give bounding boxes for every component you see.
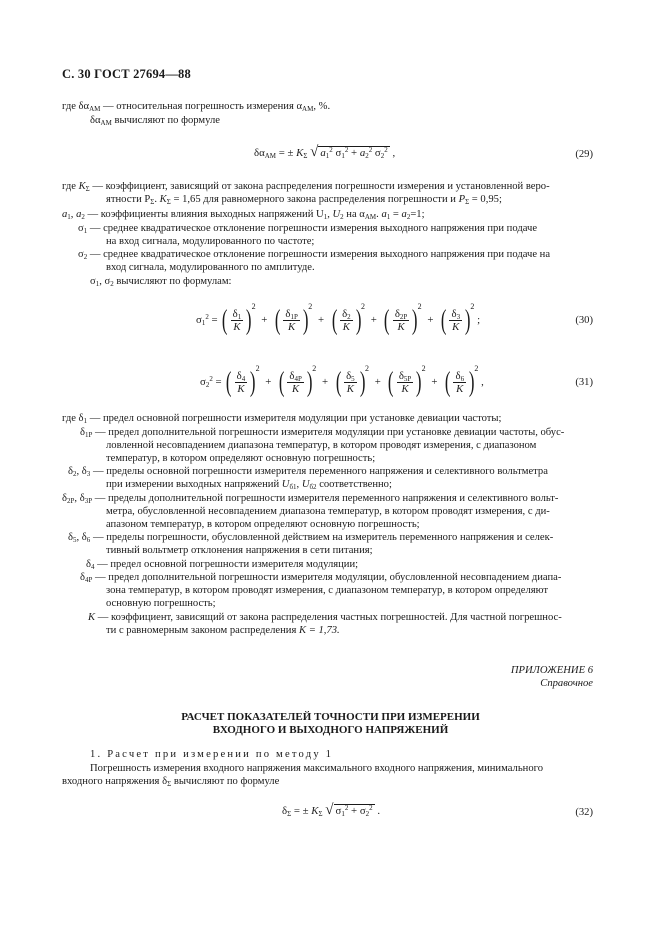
formula-30: $\sigma_1^2$ = ( $\frac{\delta_1}{K}$ )2 + ( $\frac{\delta_{1P}}{K}$ )2 + ( $\frac{\delta_2}{K}$ )2 + ( $\frac{\delta_{2P}}{K}$ )2 + ( $\frac{\delta_3}{K}$ )2 ; [196, 302, 481, 336]
section-title-line-1: РАСЧЕТ ПОКАЗАТЕЛЕЙ ТОЧНОСТИ ПРИ ИЗМЕРЕНИИ [181, 711, 480, 723]
def-delta2p-3p-cont-1: метра, обусловленной несовпадением диапазона температур, в котором проводят измерения, с ди- [106, 506, 550, 517]
def-delta2p-3p-cont-2: апазоном температур, в котором определяют основную погрешность; [106, 519, 420, 530]
def-sigma1: $\sigma_1$ — среднее квадратическое отклонение погрешности измерения выходного напряжения при подаче [78, 223, 538, 235]
def-delta5-6: $\delta_5$, $\delta_6$ — пределы погрешности, обусловленной действием на измеритель переменного напряжения и селек- [68, 532, 554, 544]
def-k-sigma-cont: ятности $P_\Sigma$. $K_\Sigma = 1,65$ для равномерного закона распределения погрешности и $P_\Sigma = 0,95$; [106, 194, 502, 206]
def-k-cont: ти с равномерным законом распределения K = 1,73. [106, 625, 340, 636]
def-delta4: $\delta_4$ — предел основной погрешности измерителя модуляции; [86, 559, 359, 571]
section-text-2: входного напряжения $\delta_\Sigma$ вычисляют по формуле [62, 776, 280, 788]
def-delta1p: $\delta_{1P}$ — предел дополнительной погрешности измерителя модуляции при установке девиации частоты, обус- [80, 427, 565, 439]
subsection-heading: 1. Расчет при измерении по методу 1 [90, 749, 334, 760]
formula-29: $\delta\alpha_{АМ}$ = ± $K_\Sigma$ √ $a_1^2$ $\sigma_1^2 + a_2^2$ $\sigma_2^2$ , [254, 144, 396, 160]
sigma-calc-line: $\sigma_1$, $\sigma_2$ вычисляют по формулам: [90, 276, 232, 288]
page-header: С. 30 ГОСТ 27694—88 [62, 67, 191, 81]
def-delta4p-cont-2: основную погрешность; [106, 598, 216, 609]
formula-30-number: (30) [575, 315, 593, 326]
section-text-1: Погрешность измерения входного напряжения максимального входного напряжения, минимального [90, 763, 543, 774]
def-delta2-3: $\delta_2$, $\delta_3$ — пределы основной погрешности измерителя переменного напряжения и селективного вольтметра [68, 466, 548, 478]
formula-29-number: (29) [575, 149, 593, 160]
def-sigma1-cont: на вход сигнала, модулированного по частоте; [106, 236, 315, 247]
formula-31: $\sigma_2^2$ = ( $\frac{\delta_4}{K}$ )2 + ( $\frac{\delta_{4P}}{K}$ )2 + ( $\frac{\delta_5}{K}$ )2 + ( $\frac{\delta_{5P}}{K}$ )2 + ( $\frac{\delta_6}{K}$ )2 , [200, 364, 484, 398]
intro-line-1: где $\delta\alpha_{АМ}$ — относительная погрешность измерения $\alpha_{АМ}$, %. [62, 101, 331, 113]
appendix-label: ПРИЛОЖЕНИЕ 6 [510, 665, 593, 676]
def-delta4p: $\delta_{4P}$ — предел дополнительной погрешности измерителя модуляции, обусловленной несовпадением диапа- [80, 572, 562, 584]
def-k-sigma: где $K_\Sigma$ — коэффициент, зависящий от закона распределения погрешности измерения и установленной веро- [62, 181, 550, 193]
def-delta2p-3p: $\delta_{2P}$, $\delta_{3P}$ — пределы дополнительной погрешности измерителя переменного напряжения и селективного вольт- [62, 493, 559, 505]
intro-line-2: $\delta\alpha_{АМ}$ вычисляют по формуле [90, 115, 220, 127]
def-delta2-3-cont: при измерении выходных напряжений $U_{б1}$, $U_{б2}$ соответственно; [106, 479, 392, 491]
def-k: K — коэффициент, зависящий от закона распределения частных погрешностей. Для частной погрешнос- [88, 612, 562, 623]
section-title-line-2: ВХОДНОГО И ВЫХОДНОГО НАПРЯЖЕНИЙ [212, 724, 449, 736]
def-sigma2-cont: вход сигнала, модулированного по амплитуде. [106, 262, 315, 273]
def-a1-a2: $a_1$, $a_2$ — коэффициенты влияния выходных напряжений $U_1$, $U_2$ на $\alpha_{АМ}$. $a_1 = a_2=1$; [62, 209, 425, 221]
def-delta1p-cont-1: ловленной несовпадением диапазона температур, в котором проводят измерения, с диапазоном [106, 440, 537, 451]
def-delta4p-cont-1: зона температур, в котором проводят измерения, с диапазоном температур, в котором определяют [106, 585, 549, 596]
formula-32: $\delta_\Sigma$ = ± $K_\Sigma$ √ $\sigma_1^2 + \sigma_2^2$ . [282, 802, 381, 818]
formula-31-number: (31) [575, 377, 593, 388]
appendix-type: Справочное [540, 678, 593, 689]
def-delta1: где $\delta_1$ — предел основной погрешности измерителя модуляции при установке девиации частоты; [62, 413, 502, 425]
def-sigma2: $\sigma_2$ — среднее квадратическое отклонение погрешности измерения выходного напряжения при подаче на [78, 249, 551, 261]
def-delta1p-cont-2: температур, в котором определяют основную погрешность; [106, 453, 376, 464]
formula-32-number: (32) [575, 807, 593, 818]
def-delta5-6-cont: тивный вольтметр отклонения напряжения в сети питания; [106, 545, 373, 556]
